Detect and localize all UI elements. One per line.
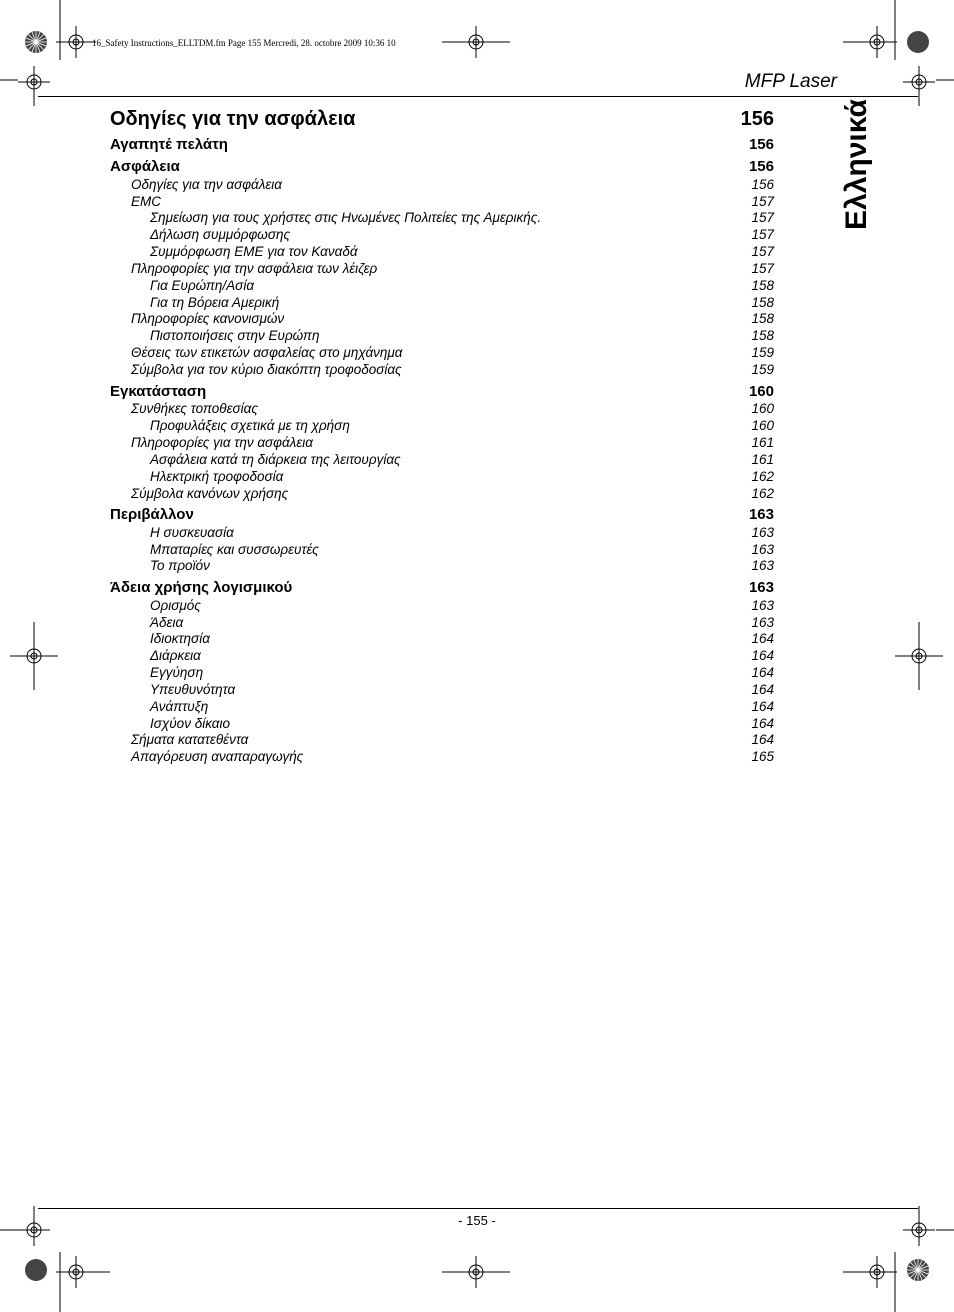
toc-entry-title: Απαγόρευση αναπαραγωγής: [131, 749, 304, 764]
toc-entry-page: 163: [748, 506, 774, 523]
toc-entry-title: Άδεια χρήσης λογισμικού: [110, 579, 293, 596]
toc-entry-page: 161: [751, 452, 774, 467]
toc-entry-page: 163: [751, 598, 774, 613]
toc-entry-page: 160: [748, 383, 774, 400]
toc-entry-page: 162: [751, 469, 774, 484]
toc-entry-title: Αγαπητέ πελάτη: [110, 136, 228, 153]
product-name: MFP Laser: [744, 71, 837, 92]
toc-entry-page: 156: [748, 136, 774, 153]
toc-entry-page: 161: [751, 435, 774, 450]
toc-entry-page: 163: [748, 579, 774, 596]
toc-entry-page: 159: [751, 345, 774, 360]
toc-entry-title: Μπαταρίες και συσσωρευτές: [150, 542, 319, 557]
toc-entry-page: 157: [751, 244, 774, 259]
toc-entry-title: Πιστοποιήσεις στην Ευρώπη: [150, 328, 320, 343]
toc-entry-page: 164: [751, 648, 774, 663]
toc-entry-page: 164: [751, 682, 774, 697]
toc-entry-title: Θέσεις των ετικετών ασφαλείας στο μηχάνημα: [131, 345, 403, 360]
file-info: 16_Safety Instructions_ELLTDM.fm Page 155 Mercredi, 28. octobre 2009 10:36 10: [92, 38, 396, 48]
toc-entry-title: Σήματα κατατεθέντα: [131, 732, 249, 747]
toc-entry-page: 164: [751, 732, 774, 747]
toc-entry-page: 158: [751, 278, 774, 293]
toc-entry-title: Συνθήκες τοποθεσίας: [131, 401, 258, 416]
toc-entry-page: 157: [751, 227, 774, 242]
toc-entry-title: Ηλεκτρική τροφοδοσία: [150, 469, 284, 484]
toc-entry-page: 163: [751, 615, 774, 630]
toc-entry-page: 165: [751, 749, 774, 764]
toc-entry-page: 158: [751, 311, 774, 326]
toc-entry-title: Άδεια: [150, 615, 184, 630]
toc-entry-page: 156: [751, 177, 774, 192]
toc-entry-page: 157: [751, 210, 774, 225]
toc-entry-page: 157: [751, 261, 774, 276]
toc-entry-page: 159: [751, 362, 774, 377]
toc-entry-title: Ασφάλεια κατά τη διάρκεια της λειτουργίας: [150, 452, 401, 467]
toc-entry-title: Συμμόρφωση ΕΜΕ για τον Καναδά: [150, 244, 358, 259]
toc-entry-page: 163: [751, 542, 774, 557]
toc-entry-title: Ορισμός: [150, 598, 201, 613]
toc-entry-title: Υπευθυνότητα: [150, 682, 236, 697]
toc-entry-title: Για τη Βόρεια Αμερική: [150, 295, 280, 310]
language-label: Ελληνικά: [840, 99, 873, 230]
toc-entry-title: Πληροφορίες για την ασφάλεια: [131, 435, 313, 450]
toc-entry-page: 164: [751, 716, 774, 731]
toc-entry-title: Ιδιοκτησία: [150, 631, 210, 646]
toc-entry-title: Σύμβολα κανόνων χρήσης: [131, 486, 289, 501]
toc-entry-page: 160: [751, 401, 774, 416]
toc-entry-title: Διάρκεια: [150, 648, 201, 663]
toc-entry-title: Σύμβολα για τον κύριο διακόπτη τροφοδοσίας: [131, 362, 402, 377]
toc-entry-page: 156: [740, 108, 774, 130]
footer-rule: [38, 1208, 918, 1209]
toc-entry-title: Πληροφορίες για την ασφάλεια των λέιζερ: [131, 261, 378, 276]
toc-entry-page: 160: [751, 418, 774, 433]
toc-entry-page: 162: [751, 486, 774, 501]
toc-entry-page: 158: [751, 295, 774, 310]
toc-entry-page: 157: [751, 194, 774, 209]
toc-entry-title: Πληροφορίες κανονισμών: [131, 311, 285, 326]
toc-entry-page: 163: [751, 525, 774, 540]
toc-entry-title: Ισχύον δίκαιο: [150, 716, 230, 731]
toc-entry-page: 164: [751, 699, 774, 714]
toc-entry-page: 164: [751, 631, 774, 646]
toc-entry-title: Η συσκευασία: [150, 525, 234, 540]
toc-entry-title: Οδηγίες για την ασφάλεια: [131, 177, 282, 192]
toc-entry-title: Ανάπτυξη: [150, 699, 209, 714]
header-rule: [38, 96, 918, 97]
toc-entry-title: Εγκατάσταση: [110, 383, 207, 400]
toc-entry-title: Οδηγίες για την ασφάλεια: [110, 108, 356, 130]
toc-entry-title: Ασφάλεια: [110, 158, 180, 175]
toc-entry-page: 158: [751, 328, 774, 343]
toc-entry-title: Δήλωση συμμόρφωσης: [150, 227, 291, 242]
page-number: - 155 -: [458, 1213, 496, 1228]
toc-entry-title: Το προϊόν: [150, 558, 210, 573]
toc-entry-title: Εγγύηση: [150, 665, 204, 680]
toc-entry-title: Προφυλάξεις σχετικά με τη χρήση: [150, 418, 350, 433]
toc-entry-page: 164: [751, 665, 774, 680]
toc-entry-title: EMC: [131, 194, 161, 209]
toc-entry-title: Σημείωση για τους χρήστες στις Ηνωμένες Πολιτείες της Αμερικής.: [150, 210, 542, 225]
toc-entry-title: Για Ευρώπη/Ασία: [150, 278, 255, 293]
toc-entry-page: 156: [748, 158, 774, 175]
toc-entry-page: 163: [751, 558, 774, 573]
toc-entry-title: Περιβάλλον: [110, 506, 194, 523]
